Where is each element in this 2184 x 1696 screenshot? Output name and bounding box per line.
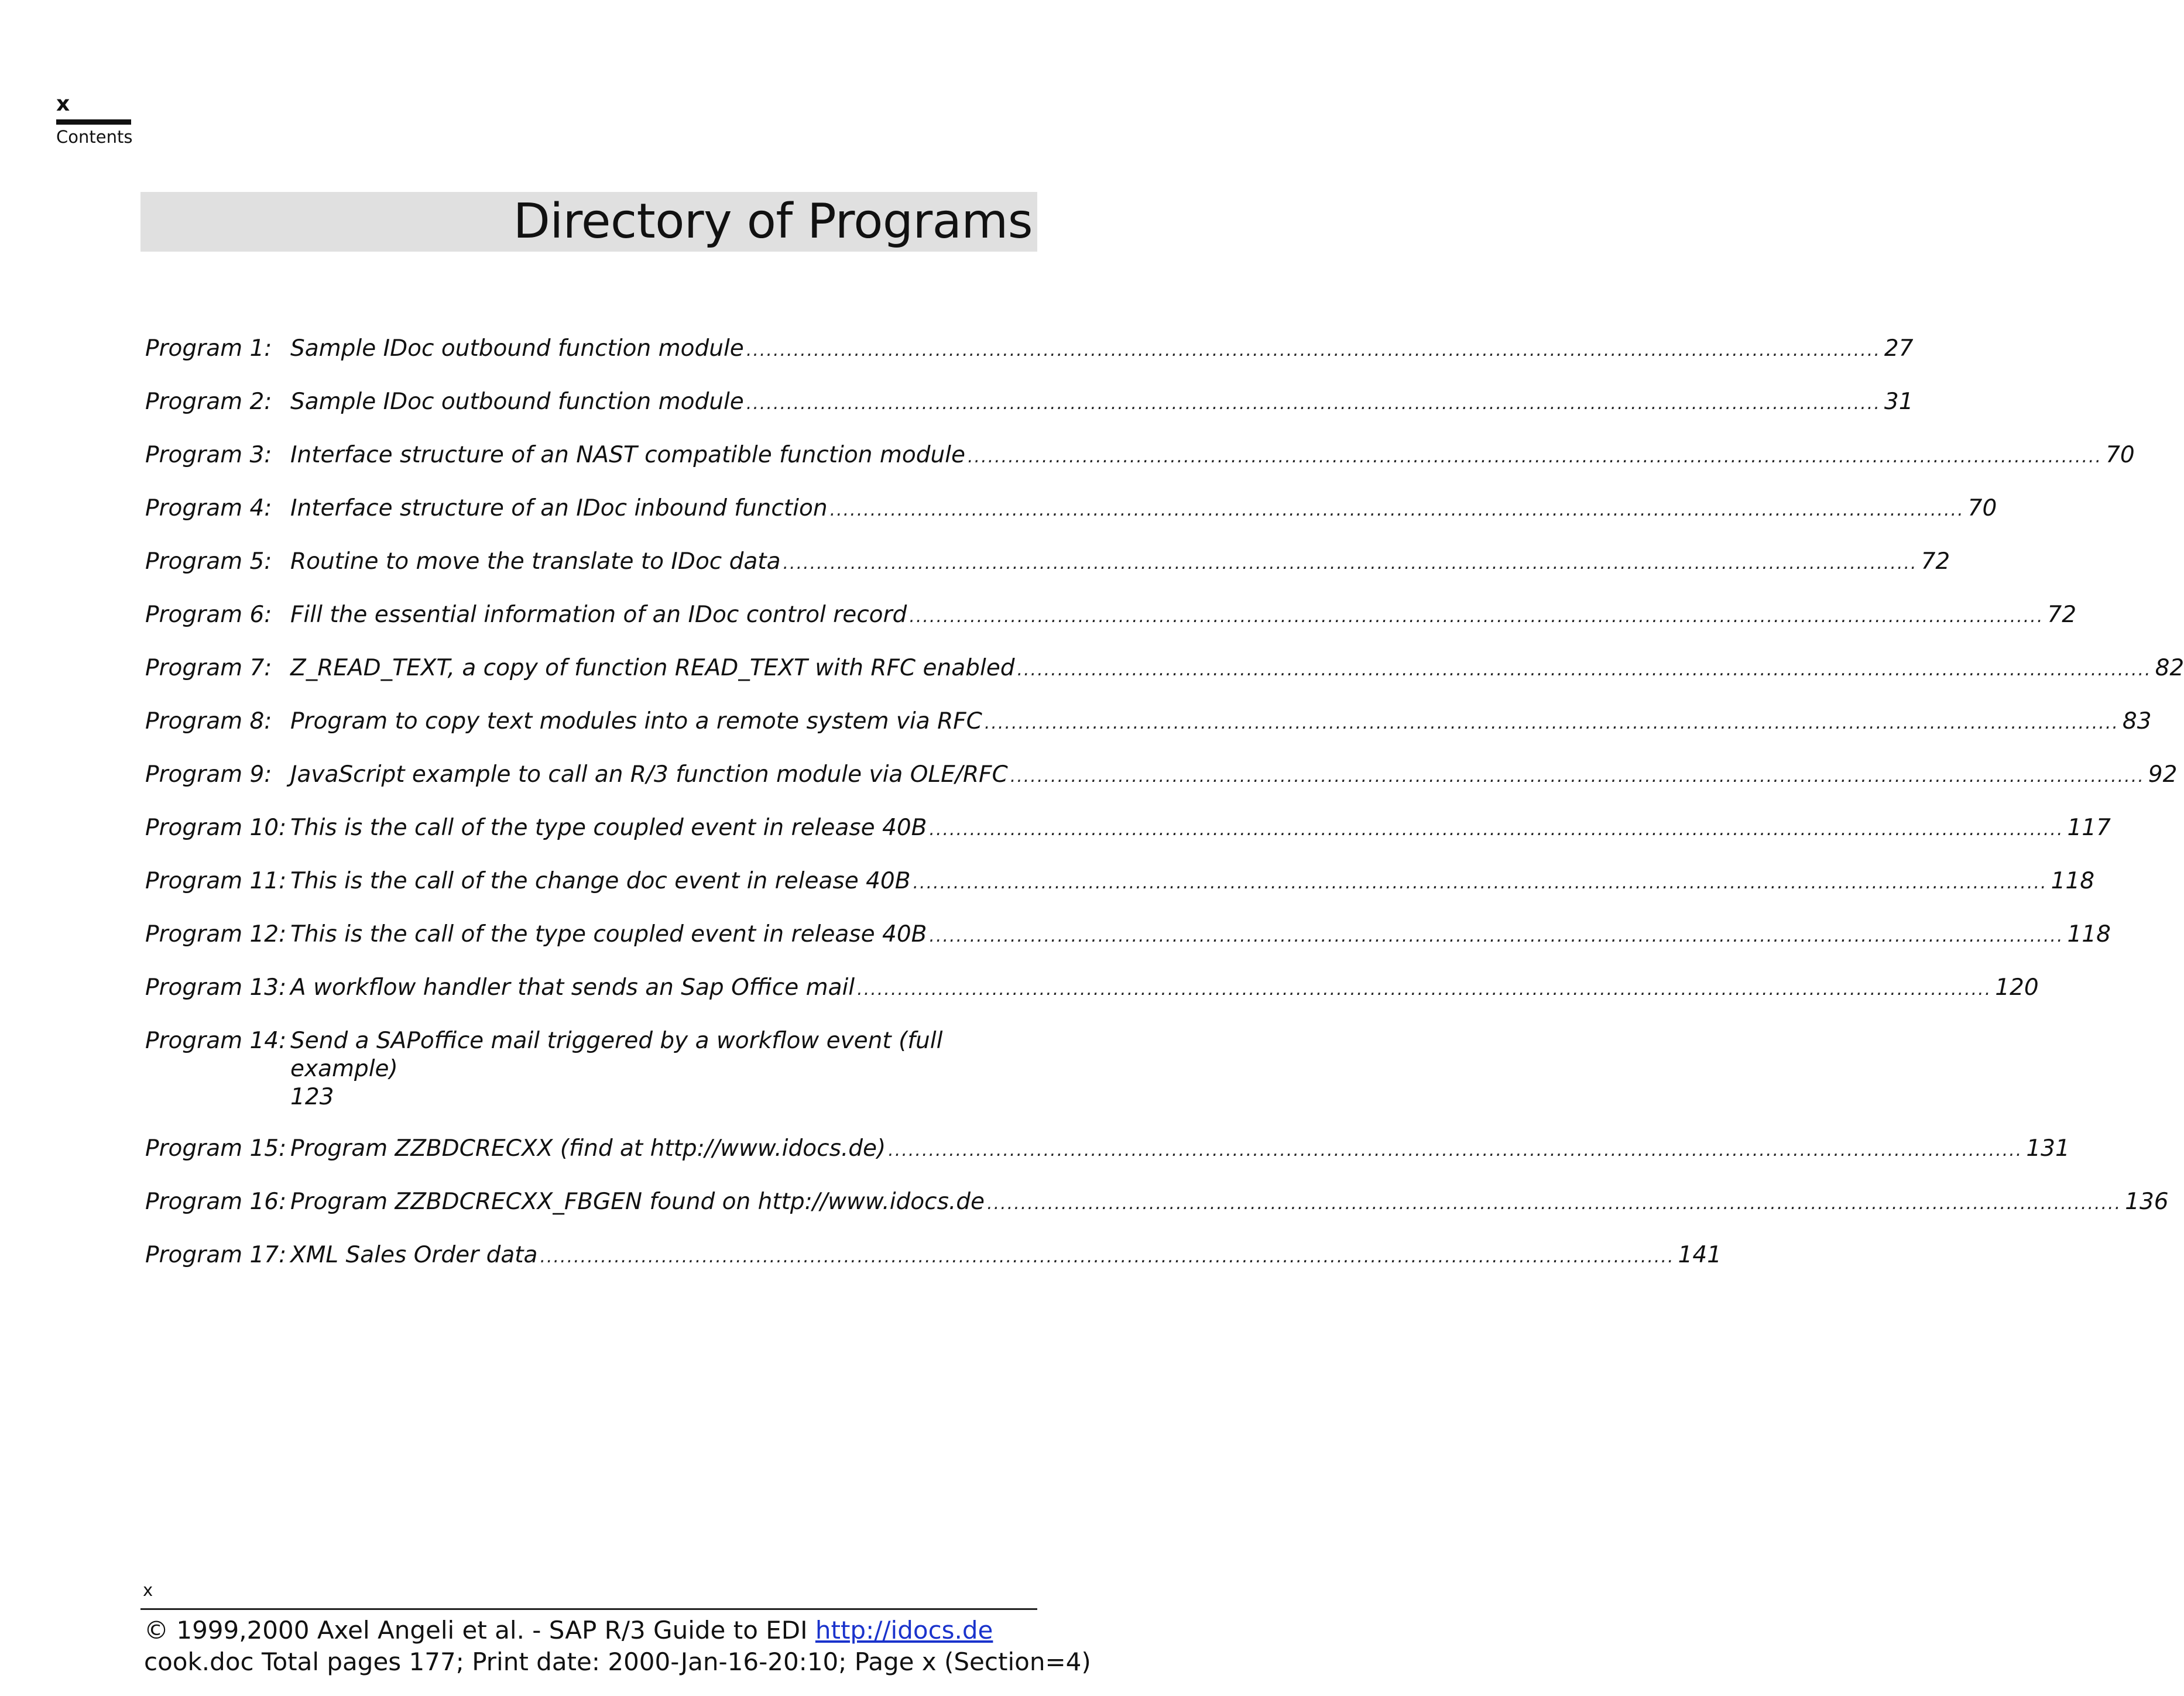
toc-dot-leader bbox=[968, 443, 2102, 471]
toc-entry-body bbox=[290, 388, 1914, 418]
toc-entry-page: 118 bbox=[2067, 921, 2111, 947]
toc-entry-page: 31 bbox=[1884, 389, 1914, 415]
toc-dot-leader bbox=[913, 869, 2048, 897]
toc-entry-title: Program ZZBDCRECXX_FBGEN found on http://www.idocs.de bbox=[290, 1189, 985, 1215]
toc-entry-title: Send a SAPoffice mail triggered by a workflow event (full example) bbox=[290, 1028, 943, 1082]
toc-dot-leader bbox=[540, 1243, 1674, 1271]
toc-entry-title: XML Sales Order data bbox=[290, 1242, 538, 1268]
toc-dot-leader bbox=[1017, 656, 2151, 684]
toc-entry-number: Program 3: bbox=[145, 442, 272, 468]
footer-print-info: cook.doc Total pages 177; Print date: 2000-Jan-16-20:10; Page x (Section=4) bbox=[144, 1647, 1091, 1676]
toc-entry-title: A workflow handler that sends an Sap Office mail bbox=[290, 974, 855, 1001]
toc-entry-body bbox=[290, 441, 2135, 471]
toc-dot-leader bbox=[783, 550, 1918, 578]
toc-entry[interactable] bbox=[145, 1188, 2169, 1218]
toc-dot-leader bbox=[929, 816, 2063, 844]
toc-entry-title: Routine to move the translate to IDoc data bbox=[290, 548, 781, 575]
toc-entry[interactable] bbox=[145, 495, 1997, 524]
toc-dot-leader bbox=[888, 1137, 2022, 1165]
title-band bbox=[140, 192, 1037, 252]
toc-entry[interactable] bbox=[145, 708, 2152, 737]
toc-entry[interactable] bbox=[145, 548, 1950, 578]
toc-entry-page: 131 bbox=[2026, 1135, 2070, 1162]
toc-entry-page: 117 bbox=[2067, 815, 2111, 841]
toc-dot-leader bbox=[857, 976, 1991, 1004]
footer-rule bbox=[140, 1608, 1037, 1610]
toc-entry[interactable] bbox=[145, 1135, 2070, 1165]
toc-entry-number: Program 4: bbox=[145, 495, 272, 521]
toc-entry-page: 120 bbox=[1995, 974, 2039, 1001]
toc-dot-leader bbox=[909, 603, 2044, 631]
footer-copyright: © 1999,2000 Axel Angeli et al. - SAP R/3 Guide to EDI bbox=[144, 1616, 808, 1644]
toc-entry-title: Program to copy text modules into a remote system via RFC bbox=[290, 708, 982, 734]
toc-entry-body bbox=[290, 921, 2111, 950]
header-rule bbox=[56, 119, 131, 125]
toc-entry-number: Program 11: bbox=[145, 868, 287, 894]
toc-entry-body bbox=[290, 335, 1914, 365]
toc-entry-title: This is the call of the type coupled event in release 40B bbox=[290, 921, 927, 947]
toc-entry-number: Program 12: bbox=[145, 921, 287, 947]
toc-entry-number: Program 15: bbox=[145, 1135, 287, 1162]
toc-entry-body bbox=[290, 495, 1997, 524]
toc-entry-page: 70 bbox=[2106, 442, 2135, 468]
toc-entry-page: 136 bbox=[2125, 1189, 2169, 1215]
toc-entry-number: Program 16: bbox=[145, 1189, 287, 1215]
toc-entry-number: Program 13: bbox=[145, 974, 287, 1001]
toc-entry[interactable] bbox=[145, 1027, 1012, 1111]
toc-entry[interactable] bbox=[145, 921, 2111, 950]
toc-entry-number: Program 8: bbox=[145, 708, 272, 734]
toc-entry-title: Sample IDoc outbound function module bbox=[290, 335, 744, 362]
toc-entry-title: Program ZZBDCRECXX (find at http://www.idocs.de) bbox=[290, 1135, 886, 1162]
header-section-label: Contents bbox=[56, 127, 133, 147]
toc-entry-body bbox=[290, 761, 2177, 791]
toc-entry-page: 92 bbox=[2148, 761, 2178, 788]
toc-dot-leader bbox=[929, 922, 2063, 950]
toc-entry-body bbox=[290, 601, 2076, 631]
toc-entry-number: Program 9: bbox=[145, 761, 272, 788]
toc-entry-body bbox=[290, 1027, 1012, 1111]
programs-directory bbox=[145, 335, 2184, 1295]
toc-entry-body bbox=[290, 1188, 2169, 1218]
toc-dot-leader bbox=[985, 709, 2119, 737]
toc-entry-title: JavaScript example to call an R/3 function module via OLE/RFC bbox=[290, 761, 1008, 788]
toc-entry-title: This is the call of the change doc event in release 40B bbox=[290, 868, 911, 894]
toc-entry-body bbox=[290, 974, 2039, 1004]
toc-entry[interactable] bbox=[145, 335, 1914, 365]
toc-entry-number: Program 14: bbox=[145, 1028, 287, 1054]
toc-entry-number: Program 17: bbox=[145, 1242, 287, 1268]
page-title: Directory of Programs bbox=[513, 194, 1033, 249]
toc-entry-title: Interface structure of an NAST compatible function module bbox=[290, 442, 965, 468]
toc-entry-page: 72 bbox=[2047, 602, 2077, 628]
toc-entry-page: 123 bbox=[290, 1084, 334, 1110]
toc-dot-leader bbox=[746, 337, 1881, 365]
toc-entry-body bbox=[290, 867, 2094, 897]
footer-page-marker: x bbox=[143, 1580, 153, 1600]
toc-entry[interactable] bbox=[145, 974, 2039, 1004]
toc-entry-body bbox=[290, 814, 2111, 844]
toc-entry[interactable] bbox=[145, 1241, 1722, 1271]
toc-entry-page: 27 bbox=[1884, 335, 1914, 362]
toc-entry-title: Fill the essential information of an IDoc control record bbox=[290, 602, 907, 628]
toc-entry-number: Program 6: bbox=[145, 602, 272, 628]
toc-entry-page: 70 bbox=[1967, 495, 1997, 521]
toc-entry[interactable] bbox=[145, 867, 2095, 897]
running-header bbox=[56, 94, 131, 147]
toc-entry[interactable] bbox=[145, 814, 2111, 844]
toc-dot-leader bbox=[746, 390, 1881, 418]
toc-entry-number: Program 7: bbox=[145, 655, 272, 681]
toc-entry-number: Program 10: bbox=[145, 815, 287, 841]
footer-link[interactable]: http://idocs.de bbox=[815, 1616, 993, 1644]
toc-entry[interactable] bbox=[145, 388, 1914, 418]
toc-dot-leader bbox=[830, 496, 1964, 524]
toc-entry-title: Z_READ_TEXT, a copy of function READ_TEXT with RFC enabled bbox=[290, 655, 1015, 681]
toc-dot-leader bbox=[1010, 763, 2145, 791]
toc-entry-title: Interface structure of an IDoc inbound function bbox=[290, 495, 828, 521]
toc-entry-body bbox=[290, 708, 2152, 737]
toc-entry-page: 141 bbox=[1678, 1242, 1722, 1268]
toc-entry[interactable] bbox=[145, 601, 2077, 631]
toc-entry-number: Program 2: bbox=[145, 389, 272, 415]
toc-entry-body bbox=[290, 548, 1950, 578]
toc-entry-page: 83 bbox=[2122, 708, 2152, 734]
header-page-number: x bbox=[56, 92, 71, 116]
toc-entry-page: 118 bbox=[2051, 868, 2095, 894]
toc-entry-page: 72 bbox=[1921, 548, 1950, 575]
toc-entry-title: Sample IDoc outbound function module bbox=[290, 389, 744, 415]
toc-entry[interactable] bbox=[145, 441, 2135, 471]
footer-copyright-line bbox=[144, 1615, 993, 1646]
toc-entry-number: Program 1: bbox=[145, 335, 272, 362]
toc-entry-page: 82 bbox=[2155, 655, 2184, 681]
toc-entry[interactable] bbox=[145, 761, 2178, 791]
toc-entry-number: Program 5: bbox=[145, 548, 272, 575]
toc-entry-body bbox=[290, 1135, 2070, 1165]
toc-dot-leader bbox=[987, 1190, 2121, 1218]
toc-entry-body bbox=[290, 654, 2184, 684]
toc-entry[interactable] bbox=[145, 654, 2184, 684]
toc-entry-title: This is the call of the type coupled event in release 40B bbox=[290, 815, 927, 841]
toc-entry-body bbox=[290, 1241, 1722, 1271]
